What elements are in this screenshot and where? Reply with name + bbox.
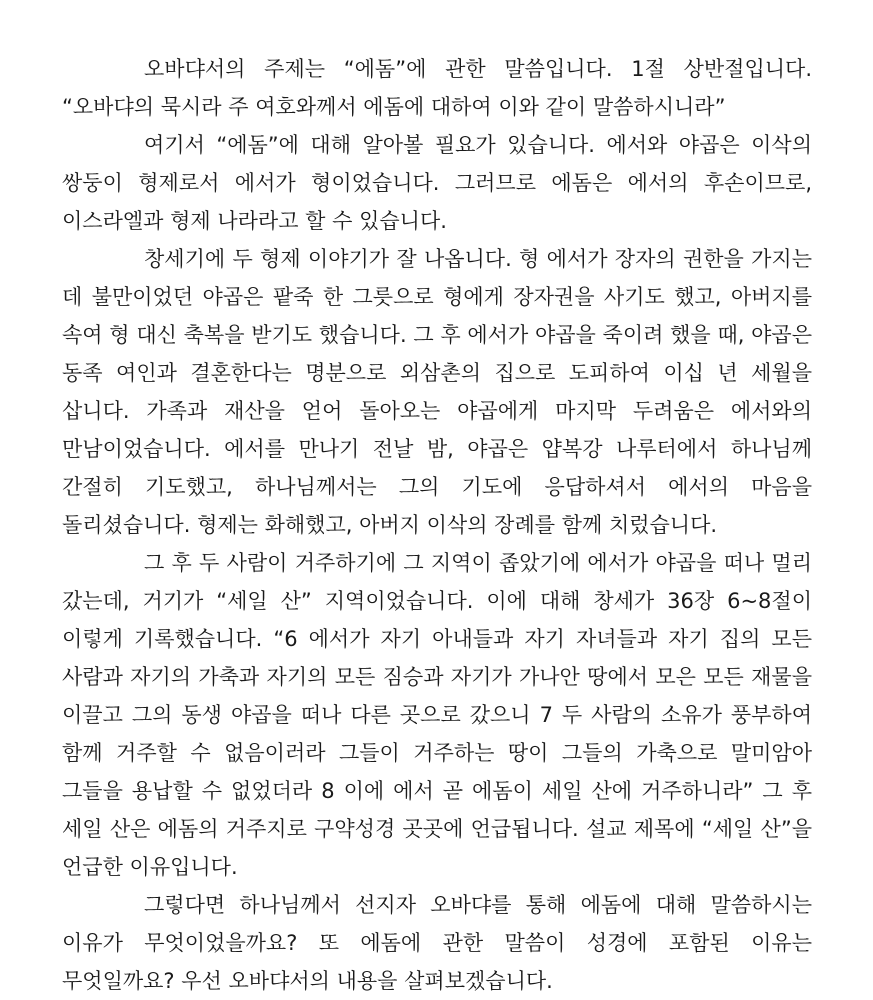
paragraph-genesis-story: 창세기에 두 형제 이야기가 잘 나옵니다. 형 에서가 장자의 권한을 가지는 데 불만이었던 야곱은 팥죽 한 그릇으로 형에게 장자권을 사기도 했고, 아버지를 속여 형 대신 축복을 받기도 했습니다. 그 후 에서가 야곱을 죽이려 했을 때, 야곱은 동족 여인과 결혼한다는 명분으로 외삼촌의 집으로 도피하여 이십 년 세월을 삽니다. 가족과 재산을 얻어 돌아오는 야곱에게 마지막 두려움은 에서와의 만남이었습니다. 에서를 만나기 전날 밤, 야곱은 얍복강 나루터에서 하나님께 간절히 기도했고, 하나님께서는 그의 기도에 응답하셔서 에서의 마음을 돌리셨습니다. 형제는 화해했고, 아버지 이삭의 장례를 함께 치렀습니다. (62, 247, 812, 537)
document-body (62, 50, 812, 1000)
paragraph-edom-definition: 여기서 “에돔”에 대해 알아볼 필요가 있습니다. 에서와 야곱은 이삭의 쌍둥이 형제로서 에서가 형이었습니다. 그러므로 에돔은 에서의 후손이므로, 이스라엘과 형제 나라라고 할 수 있습니다. (62, 133, 812, 233)
paragraph-question: 그렇다면 하나님께서 선지자 오바댜를 통해 에돔에 대해 말씀하시는 이유가 무엇이었을까요? 또 에돔에 관한 말씀이 성경에 포함된 이유는 무엇일까요? 우선 오바댜서의 내용을 살펴보겠습니다. (62, 893, 812, 993)
paragraph-intro: 오바댜서의 주제는 “에돔”에 관한 말씀입니다. 1절 상반절입니다. “오바댜의 묵시라 주 여호와께서 에돔에 대하여 이와 같이 말씀하시니라” (62, 57, 812, 119)
paragraph-mount-seir: 그 후 두 사람이 거주하기에 그 지역이 좁았기에 에서가 야곱을 떠나 멀리 갔는데, 거기가 “세일 산” 지역이었습니다. 이에 대해 창세가 36장 6~8절이 이렇게 기록했습니다. “6 에서가 자기 아내들과 자기 자녀들과 자기 집의 모든 사람과 자기의 가축과 자기의 모든 짐승과 자기가 가나안 땅에서 모은 모든 재물을 이끌고 그의 동생 야곱을 떠나 다른 곳으로 갔으니 7 두 사람의 소유가 풍부하여 함께 거주할 수 없음이러라 그들이 거주하는 땅이 그들의 가축으로 말미암아 그들을 용납할 수 없었더라 8 이에 에서 곧 에돔이 세일 산에 거주하니라” 그 후 세일 산은 에돔의 거주지로 구약성경 곳곳에 언급됩니다. 설교 제목에 “세일 산”을 언급한 이유입니다. (62, 551, 812, 879)
